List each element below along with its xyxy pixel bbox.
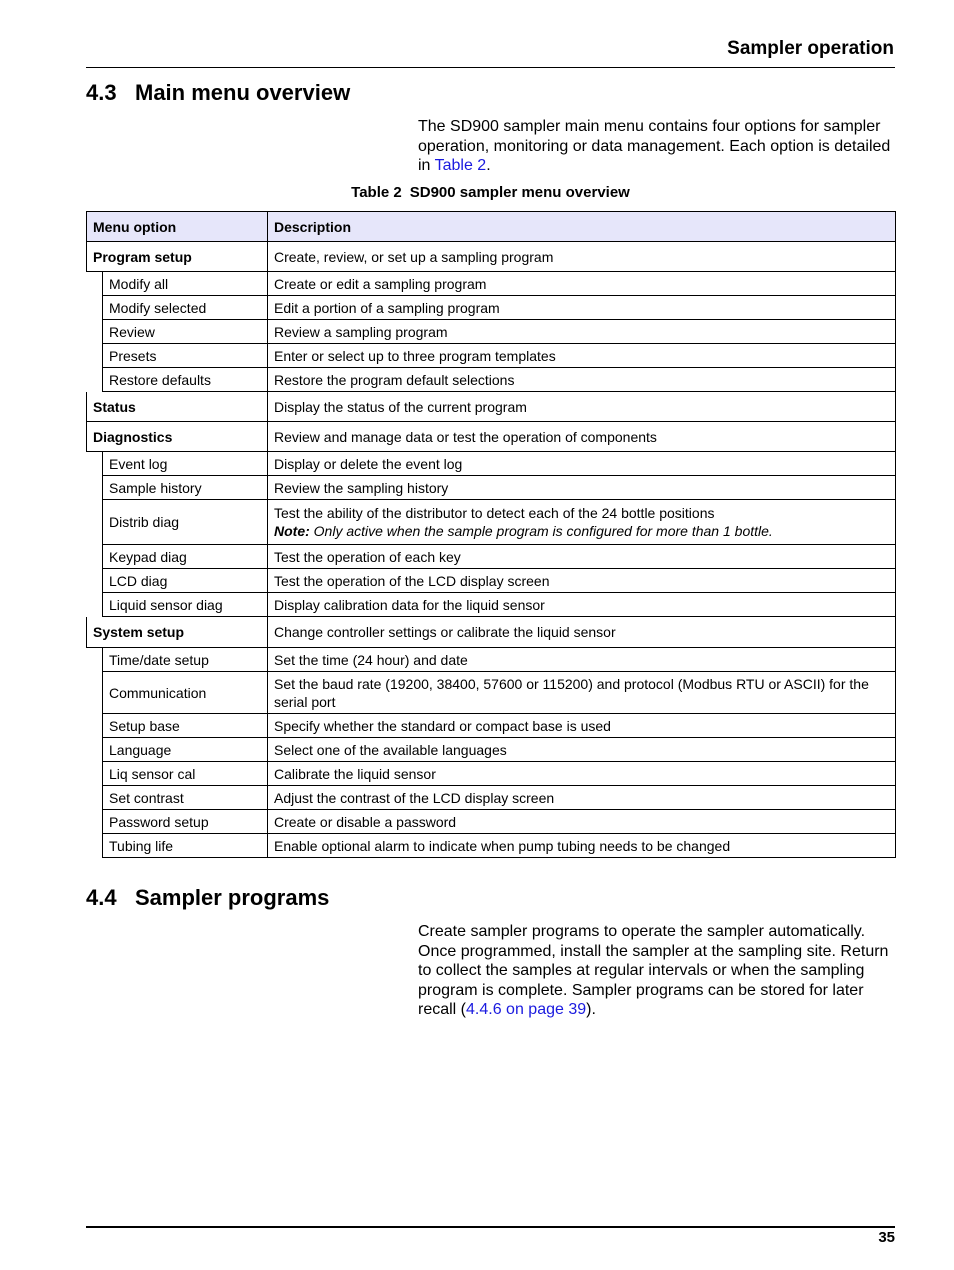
section-4-4-text: [418, 922, 896, 1020]
footer-rule: [86, 1226, 895, 1228]
menu-option-cell: Restore defaults: [102, 368, 268, 392]
section-4-4-body: Create sampler programs to operate the sampler automatically. Once programmed, install the sampler at the sampling site. Return to collect the samples at regular intervals or when the sampling program is complete. Sampler programs can be stored for later recall (: [418, 923, 889, 1018]
description-cell: Test the operation of the LCD display screen: [268, 569, 896, 593]
menu-option-cell: Review: [102, 320, 268, 344]
table-row: [86, 714, 896, 738]
description-cell: Adjust the contrast of the LCD display screen: [268, 786, 896, 810]
table-row: [86, 344, 896, 368]
section-4-4-end: ).: [586, 1001, 596, 1018]
page-header-title: Sampler operation: [727, 38, 894, 59]
menu-option-cell: Diagnostics: [86, 422, 268, 452]
description-cell: Set the time (24 hour) and date: [268, 648, 896, 672]
table-caption-label: Table 2: [351, 184, 402, 201]
description-cell: Calibrate the liquid sensor: [268, 762, 896, 786]
menu-option-cell: Status: [86, 392, 268, 422]
page-number: 35: [878, 1229, 895, 1246]
header-rule: [86, 67, 895, 68]
menu-option-cell: Liq sensor cal: [102, 762, 268, 786]
section-title: Sampler programs: [135, 885, 330, 910]
menu-option-cell: Set contrast: [102, 786, 268, 810]
table-row: [86, 834, 896, 858]
description-cell: Edit a portion of a sampling program: [268, 296, 896, 320]
menu-option-cell: Language: [102, 738, 268, 762]
intro-end: .: [486, 157, 491, 174]
section-4-3-intro: [418, 117, 896, 176]
menu-option-cell: System setup: [86, 617, 268, 648]
description-cell: Review a sampling program: [268, 320, 896, 344]
table-caption-title: SD900 sampler menu overview: [409, 184, 630, 201]
description-cell: Display the status of the current program: [268, 392, 896, 422]
menu-option-cell: Modify selected: [102, 296, 268, 320]
menu-option-cell: Keypad diag: [102, 545, 268, 569]
section-title: Main menu overview: [135, 80, 351, 105]
description-cell: Review the sampling history: [268, 476, 896, 500]
table-row: [86, 320, 896, 344]
description-text: Set the baud rate (19200, 38400, 57600 or 115200) and protocol (Modbus RTU or ASCII) for the serial port: [274, 675, 869, 710]
description-cell: [268, 672, 896, 714]
description-cell: Enter or select up to three program templates: [268, 344, 896, 368]
table-row: [86, 272, 896, 296]
page-39-link[interactable]: 4.4.6 on page 39: [466, 1001, 587, 1018]
description-cell: Enable optional alarm to indicate when pump tubing needs to be changed: [268, 834, 896, 858]
menu-option-cell: Tubing life: [102, 834, 268, 858]
table-row: [86, 786, 896, 810]
menu-option-cell: Setup base: [102, 714, 268, 738]
description-cell: Test the operation of each key: [268, 545, 896, 569]
description-cell: Display or delete the event log: [268, 452, 896, 476]
table-row: [86, 648, 896, 672]
menu-option-cell: Password setup: [102, 810, 268, 834]
section-heading-4-3: [86, 80, 350, 106]
table-row: [86, 738, 896, 762]
section-heading-4-4: [86, 885, 329, 911]
table-caption: [86, 184, 895, 201]
table-row: [86, 452, 896, 476]
table-row: [86, 368, 896, 392]
table-row: [86, 545, 896, 569]
menu-option-cell: Sample history: [102, 476, 268, 500]
table-row: [86, 476, 896, 500]
table-row: [86, 392, 896, 422]
table-header-row: [86, 211, 896, 242]
menu-option-cell: Presets: [102, 344, 268, 368]
table-row: [86, 242, 896, 272]
table-row: [86, 422, 896, 452]
menu-option-cell: Event log: [102, 452, 268, 476]
table-row: [86, 762, 896, 786]
table-row: [86, 672, 896, 714]
description-cell: Specify whether the standard or compact base is used: [268, 714, 896, 738]
section-number: 4.4: [86, 885, 117, 910]
menu-option-cell: Program setup: [86, 242, 268, 272]
table-row: [86, 593, 896, 617]
description-cell: Create or edit a sampling program: [268, 272, 896, 296]
table-row: [86, 569, 896, 593]
description-cell: Review and manage data or test the operation of components: [268, 422, 896, 452]
table-2-link[interactable]: Table 2: [434, 157, 487, 174]
menu-option-cell: LCD diag: [102, 569, 268, 593]
description-note: [274, 522, 773, 540]
description-cell: Change controller settings or calibrate the liquid sensor: [268, 617, 896, 648]
note-text: Only active when the sample program is configured for more than 1 bottle.: [313, 523, 773, 539]
note-label: Note:: [274, 523, 310, 539]
intro-text: The SD900 sampler main menu contains four options for sampler operation, monitoring or data management. Each option is detailed in: [418, 118, 891, 174]
menu-option-cell: Modify all: [102, 272, 268, 296]
menu-option-cell: Liquid sensor diag: [102, 593, 268, 617]
description-text: Test the ability of the distributor to detect each of the 24 bottle positions: [274, 505, 715, 521]
menu-option-cell: Distrib diag: [102, 500, 268, 545]
header-menu-option: Menu option: [86, 211, 268, 242]
description-cell: Select one of the available languages: [268, 738, 896, 762]
menu-overview-table: [86, 211, 896, 858]
description-cell: Create or disable a password: [268, 810, 896, 834]
table-row: [86, 617, 896, 648]
table-row: [86, 500, 896, 545]
table-row: [86, 810, 896, 834]
header-description: Description: [268, 211, 896, 242]
menu-option-cell: Communication: [102, 672, 268, 714]
table-row: [86, 296, 896, 320]
description-cell: [268, 500, 896, 545]
description-cell: Create, review, or set up a sampling program: [268, 242, 896, 272]
description-cell: Display calibration data for the liquid sensor: [268, 593, 896, 617]
section-number: 4.3: [86, 80, 117, 105]
menu-option-cell: Time/date setup: [102, 648, 268, 672]
description-cell: Restore the program default selections: [268, 368, 896, 392]
